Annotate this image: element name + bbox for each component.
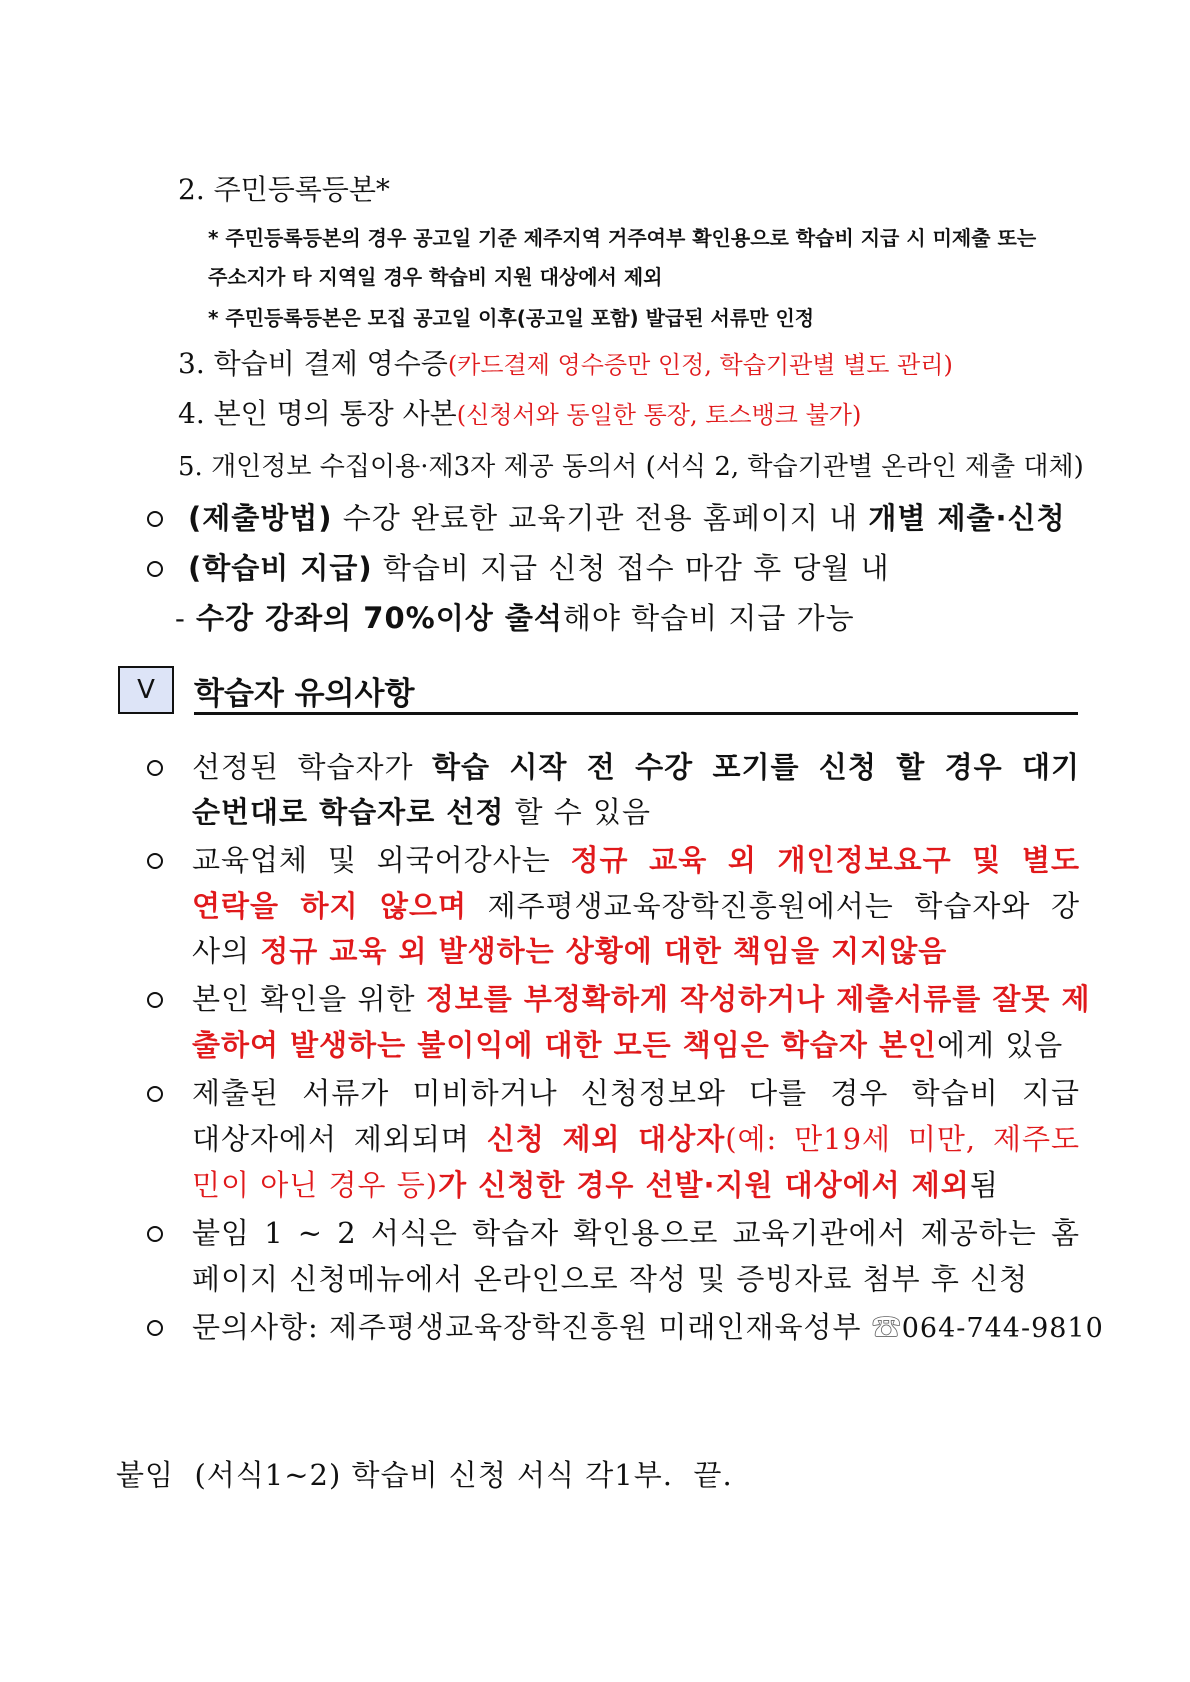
notice-3-line-2 <box>192 1023 1080 1064</box>
telephone-icon: ☏ <box>871 1310 902 1344</box>
section-number-box: Ⅴ <box>118 666 174 714</box>
notice-4-line-3 <box>192 1163 1080 1204</box>
notice-4-red-bold: 신청 제외 대상자 <box>486 1122 726 1156</box>
notice-4-red-bold-3: 가 신청한 경우 선발·지원 대상에서 제외 <box>438 1168 970 1202</box>
item-4-red-note: (신청서와 동일한 통장, 토스뱅크 불가) <box>456 401 862 429</box>
circle-bullet-icon <box>147 853 163 869</box>
section-header <box>118 666 1078 716</box>
notice-2-red-2: 연락을 하지 않으며 <box>192 889 468 923</box>
payment-condition-bold: 수강 강좌의 70%이상 출석 <box>196 601 563 635</box>
payment-label: (학습비 지급) <box>188 551 373 585</box>
notice-1-line-2 <box>192 790 1080 831</box>
notice-4-line-2 <box>192 1117 1080 1158</box>
notice-1-bold: 학습 시작 전 수강 포기를 신청 할 경우 대기 <box>432 750 1080 784</box>
notice-3-line-1 <box>192 977 1091 1018</box>
item-4-text: 4. 본인 명의 통장 사본 <box>178 397 457 430</box>
notice-5-line-1: 붙임 1 ~ 2 서식은 학습자 확인용으로 교육기관에서 제공하는 홈 <box>192 1216 1080 1250</box>
submit-method-line <box>188 496 1066 537</box>
notice-4-red: (예: 만19세 미만, 제주도 <box>725 1122 1080 1156</box>
notice-5-line-2: 페이지 신청메뉴에서 온라인으로 작성 및 증빙자료 첨부 후 신청 <box>192 1262 1029 1296</box>
payment-line <box>188 546 890 587</box>
attachment-line: 붙임 (서식1~2) 학습비 신청 서식 각1부. 끝. <box>116 1458 733 1492</box>
circle-bullet-icon <box>147 511 163 527</box>
circle-bullet-icon <box>147 1086 163 1102</box>
notice-1-pre: 선정된 학습자가 <box>192 750 433 784</box>
required-docs-item-4 <box>178 392 861 432</box>
resident-registration-note-2: * 주민등록등본은 모집 공고일 이후(공고일 포함) 발급된 서류만 인정 <box>208 306 815 330</box>
item-3-red-note: (카드결제 영수증만 인정, 학습기관별 별도 관리) <box>447 351 953 379</box>
notice-6-contact <box>192 1305 1104 1346</box>
notice-4-pre: 대상자에서 제외되며 <box>192 1122 487 1156</box>
notice-2-red-3: 정규 교육 외 발생하는 상황에 대한 책임을 지지않음 <box>260 934 948 968</box>
contact-phone: 064-744-9810 <box>901 1313 1104 1344</box>
submit-method-text: 수강 완료한 교육기관 전용 홈페이지 내 <box>332 501 869 535</box>
payment-condition-after: 해야 학습비 지급 가능 <box>562 601 855 635</box>
section-title: 학습자 유의사항 <box>194 676 415 712</box>
notice-3-red-2: 출하여 발생하는 불이익에 대한 모든 책임은 학습자 본인 <box>192 1028 937 1062</box>
notice-3-post: 에게 있음 <box>937 1028 1064 1062</box>
circle-bullet-icon <box>147 1320 163 1336</box>
circle-bullet-icon <box>147 561 163 577</box>
notice-2-pre: 교육업체 및 외국어강사는 <box>192 843 571 877</box>
notice-4-post: 됨 <box>969 1168 999 1202</box>
payment-dash: - <box>175 601 197 635</box>
notice-2-pre-3: 사의 <box>192 934 261 968</box>
item-3-text: 3. 학습비 결제 영수증 <box>178 347 448 380</box>
notice-1-bold-2: 순번대로 학습자로 선정 <box>192 795 505 829</box>
notice-2-line-1 <box>192 838 1080 879</box>
notice-3-pre: 본인 확인을 위한 <box>192 982 426 1016</box>
required-docs-item-2: 2. 주민등록등본* <box>178 173 390 206</box>
notice-2-line-3 <box>192 929 1080 970</box>
notice-2-red: 정규 교육 외 개인정보요구 및 별도 <box>570 843 1080 877</box>
circle-bullet-icon <box>147 1226 163 1242</box>
section-underline <box>194 712 1078 715</box>
notice-1-line-1 <box>192 745 1080 786</box>
notice-2-post: 제주평생교육장학진흥원에서는 학습자와 강 <box>467 889 1080 923</box>
submit-method-label: (제출방법) <box>188 501 333 535</box>
submit-method-bold: 개별 제출·신청 <box>868 501 1066 535</box>
required-docs-item-3 <box>178 342 953 382</box>
circle-bullet-icon <box>147 760 163 776</box>
circle-bullet-icon <box>147 992 163 1008</box>
resident-registration-note-1b: 주소지가 타 지역일 경우 학습비 지원 대상에서 제외 <box>208 265 663 289</box>
notice-2-line-2 <box>192 884 1080 925</box>
payment-text: 학습비 지급 신청 접수 마감 후 당월 내 <box>372 551 890 585</box>
required-docs-item-5: 5. 개인정보 수집이용·제3자 제공 동의서 (서식 2, 학습기관별 온라인 제출 대체) <box>178 452 1084 482</box>
notice-4-line-1: 제출된 서류가 미비하거나 신청정보와 다를 경우 학습비 지급 <box>192 1076 1080 1110</box>
notice-1-post: 할 수 있음 <box>504 795 652 829</box>
resident-registration-note-1a: * 주민등록등본의 경우 공고일 기준 제주지역 거주여부 확인용으로 학습비 지급 시 미제출 또는 <box>208 226 1037 250</box>
notice-3-red: 정보를 부정확하게 작성하거나 제출서류를 잘못 제 <box>425 982 1091 1016</box>
notice-4-red-3: 민이 아닌 경우 등) <box>192 1168 439 1202</box>
payment-condition-line <box>175 596 855 637</box>
contact-text: 문의사항: 제주평생교육장학진흥원 미래인재육성부 <box>192 1310 872 1344</box>
